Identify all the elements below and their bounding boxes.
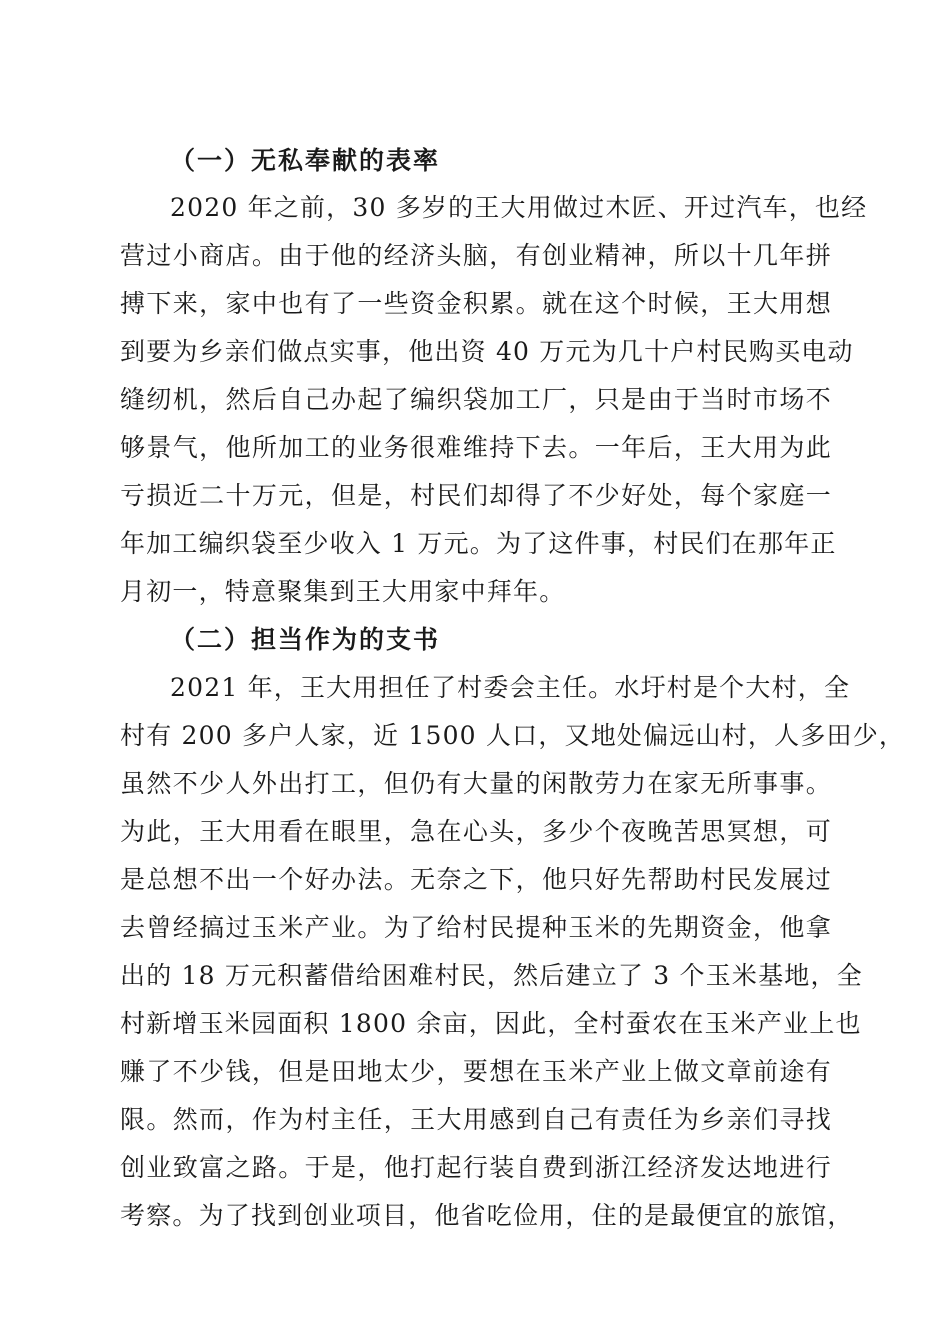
paragraph-line: 虽然不少人外出打工，但仍有大量的闲散劳力在家无所事事。 <box>120 769 832 798</box>
paragraph-line: 缝纫机，然后自己办起了编织袋加工厂，只是由于当时市场不 <box>120 385 832 414</box>
paragraph-line: 到要为乡亲们做点实事，他出资 40 万元为几十户村民购买电动 <box>120 337 854 366</box>
paragraph-line: 为此，王大用看在眼里，急在心头，多少个夜晚苦思冥想，可 <box>120 817 832 846</box>
section-heading-1: （一）无私奉献的表率 <box>170 146 441 175</box>
section-heading-2: （二）担当作为的支书 <box>170 625 441 654</box>
paragraph-line: 限。然而，作为村主任，王大用感到自己有责任为乡亲们寻找 <box>120 1105 832 1134</box>
paragraph-line: 村新增玉米园面积 1800 余亩，因此，全村蚕农在玉米产业上也 <box>120 1009 862 1038</box>
paragraph-line: 创业致富之路。于是，他打起行装自费到浙江经济发达地进行 <box>120 1153 832 1182</box>
paragraph-line: 考察。为了找到创业项目，他省吃俭用，住的是最便宜的旅馆， <box>120 1201 854 1230</box>
paragraph-line: 2020 年之前，30 多岁的王大用做过木匠、开过汽车，也经 <box>170 193 868 222</box>
paragraph-line: 营过小商店。由于他的经济头脑，有创业精神，所以十几年拼 <box>120 241 832 270</box>
paragraph-line: 搏下来，家中也有了一些资金积累。就在这个时候，王大用想 <box>120 289 832 318</box>
paragraph-line: 年加工编织袋至少收入 1 万元。为了这件事，村民们在那年正 <box>120 529 837 558</box>
paragraph-line: 月初一，特意聚集到王大用家中拜年。 <box>120 577 566 606</box>
paragraph-line: 赚了不少钱，但是田地太少，要想在玉米产业上做文章前途有 <box>120 1057 832 1086</box>
paragraph-line: 是总想不出一个好办法。无奈之下，他只好先帮助村民发展过 <box>120 865 832 894</box>
paragraph-line: 去曾经搞过玉米产业。为了给村民提种玉米的先期资金，他拿 <box>120 913 832 942</box>
paragraph-line: 够景气，他所加工的业务很难维持下去。一年后，王大用为此 <box>120 433 832 462</box>
paragraph-line: 出的 18 万元积蓄借给困难村民，然后建立了 3 个玉米基地，全 <box>120 961 863 990</box>
paragraph-line: 2021 年，王大用担任了村委会主任。水圩村是个大村，全 <box>170 673 851 702</box>
paragraph-line: 村有 200 多户人家，近 1500 人口，又地处偏远山村，人多田少， <box>120 721 906 750</box>
paragraph-line: 亏损近二十万元，但是，村民们却得了不少好处，每个家庭一 <box>120 481 832 510</box>
